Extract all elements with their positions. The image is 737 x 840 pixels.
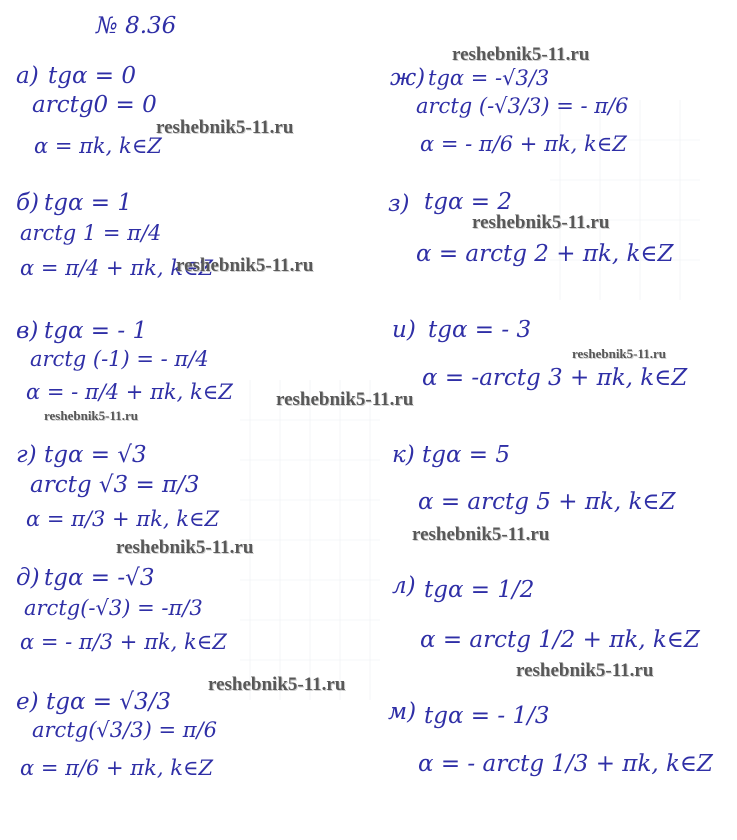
- problem-m-line-2: α = - arctg 1/3 + πk, k∈Z: [418, 751, 713, 777]
- problem-d-line-2: arctg(-√3) = -π/3: [24, 596, 203, 620]
- problem-d-line-1: tgα = -√3: [44, 565, 155, 591]
- watermark: reshebnik5-11.ru: [472, 212, 610, 233]
- problem-zh-label: ж): [390, 65, 426, 91]
- problem-e-label: е): [16, 689, 39, 715]
- watermark: reshebnik5-11.ru: [412, 524, 550, 545]
- watermark: reshebnik5-11.ru: [276, 389, 414, 410]
- watermark: reshebnik5-11.ru: [176, 255, 314, 276]
- problem-m-label: м): [388, 699, 417, 725]
- problem-i-line-2: α = -arctg 3 + πk, k∈Z: [422, 365, 688, 391]
- problem-g-line-1: tgα = √3: [44, 442, 147, 468]
- problem-b-line-3: α = π/4 + πk, k∈Z: [20, 256, 214, 280]
- problem-e-line-2: arctg(√3/3) = π/6: [32, 718, 217, 742]
- problem-e-line-3: α = π/6 + πk, k∈Z: [20, 756, 214, 780]
- problem-d-line-3: α = - π/3 + πk, k∈Z: [20, 630, 227, 654]
- problem-a-label: а): [16, 63, 39, 89]
- problem-m-line-1: tgα = - 1/3: [424, 703, 550, 729]
- problem-b-line-2: arctg 1 = π/4: [20, 221, 162, 245]
- problem-g-line-3: α = π/3 + πk, k∈Z: [26, 507, 220, 531]
- watermark: reshebnik5-11.ru: [44, 408, 139, 423]
- problem-k-line-1: tgα = 5: [422, 442, 511, 468]
- problem-z-line-1: tgα = 2: [424, 189, 513, 215]
- problem-a-line-1: tgα = 0: [48, 63, 137, 89]
- problem-d-label: д): [16, 565, 40, 591]
- problem-l-line-2: α = arctg 1/2 + πk, k∈Z: [420, 627, 700, 653]
- problem-b-line-1: tgα = 1: [44, 190, 133, 216]
- problem-l-label: л): [392, 573, 416, 599]
- watermark: reshebnik5-11.ru: [116, 537, 254, 558]
- problem-v-line-1: tgα = - 1: [44, 318, 148, 344]
- problem-v-label: в): [16, 318, 39, 344]
- problem-k-line-2: α = arctg 5 + πk, k∈Z: [418, 489, 676, 515]
- problem-g-line-2: arctg √3 = π/3: [30, 472, 200, 498]
- watermark: reshebnik5-11.ru: [208, 674, 346, 695]
- problem-k-label: к): [392, 442, 415, 468]
- watermark: reshebnik5-11.ru: [572, 346, 667, 361]
- problem-zh-line-3: α = - π/6 + πk, k∈Z: [420, 132, 627, 156]
- problem-z-label: з): [388, 191, 410, 217]
- problem-i-line-1: tgα = - 3: [428, 317, 532, 343]
- watermark: reshebnik5-11.ru: [516, 660, 654, 681]
- problem-number: № 8.36: [96, 13, 177, 39]
- problem-i-label: и): [392, 317, 416, 343]
- problem-z-line-2: α = arctg 2 + πk, k∈Z: [416, 241, 674, 267]
- problem-v-line-2: arctg (-1) = - π/4: [30, 347, 209, 371]
- problem-zh-line-2: arctg (-√3/3) = - π/6: [416, 94, 629, 118]
- problem-e-line-1: tgα = √3/3: [46, 689, 172, 715]
- problem-g-label: г): [16, 442, 37, 468]
- problem-b-label: б): [16, 190, 40, 216]
- problem-a-line-2: arctg0 = 0: [32, 92, 157, 118]
- problem-a-line-3: α = πk, k∈Z: [34, 134, 162, 158]
- problem-l-line-1: tgα = 1/2: [424, 577, 535, 603]
- problem-v-line-3: α = - π/4 + πk, k∈Z: [26, 380, 233, 404]
- watermark: reshebnik5-11.ru: [452, 44, 590, 65]
- watermark: reshebnik5-11.ru: [156, 117, 294, 138]
- problem-zh-line-1: tgα = -√3/3: [428, 66, 550, 90]
